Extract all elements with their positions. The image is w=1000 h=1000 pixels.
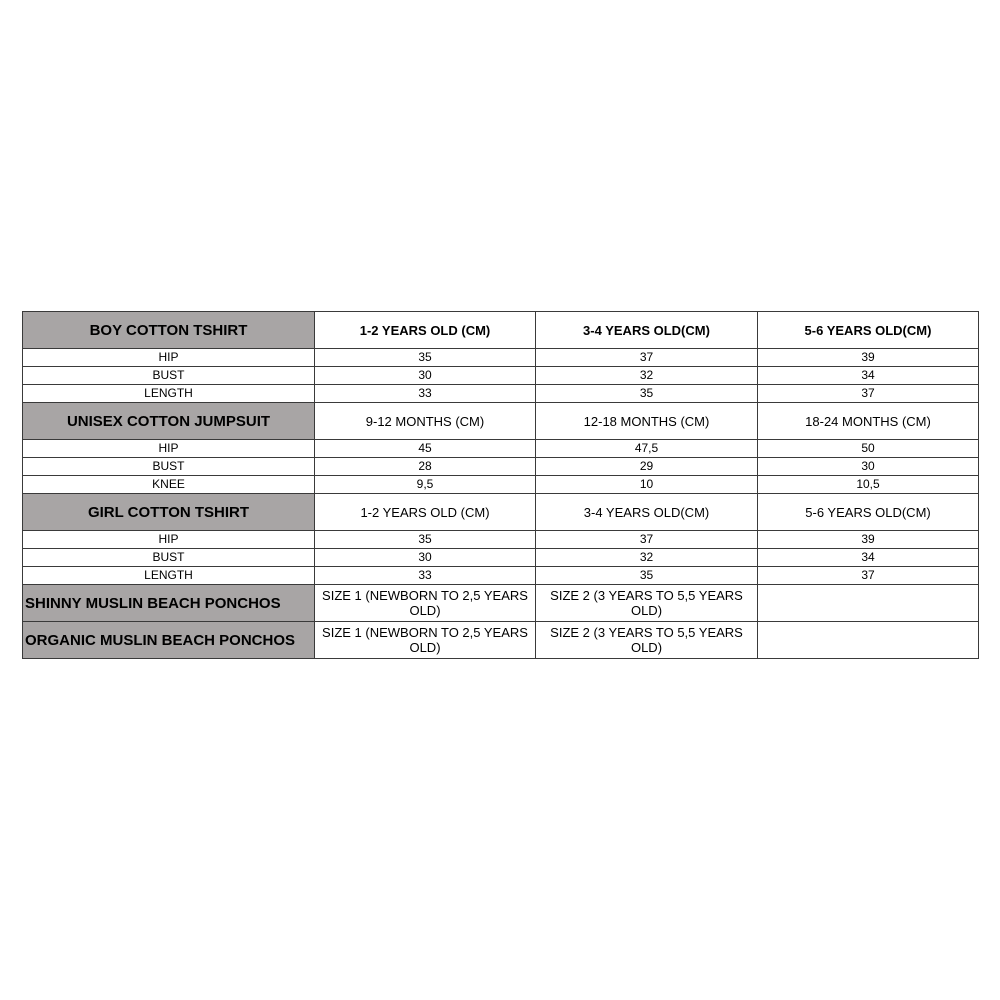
measurement-label: HIP bbox=[23, 531, 315, 549]
measurement-value: 37 bbox=[536, 349, 758, 367]
measurement-value: 9,5 bbox=[315, 476, 536, 494]
measurement-label: BUST bbox=[23, 367, 315, 385]
column-header: 18-24 MONTHS (CM) bbox=[758, 403, 979, 440]
measurement-value: 30 bbox=[315, 367, 536, 385]
measurement-value: 30 bbox=[758, 458, 979, 476]
measurement-value: 35 bbox=[315, 531, 536, 549]
poncho-size: SIZE 1 (NEWBORN TO 2,5 YEARS OLD) bbox=[315, 585, 536, 622]
measurement-label: HIP bbox=[23, 349, 315, 367]
measurement-label: LENGTH bbox=[23, 567, 315, 585]
poncho-row bbox=[23, 622, 979, 659]
measurement-value: 37 bbox=[758, 567, 979, 585]
column-header: 9-12 MONTHS (CM) bbox=[315, 403, 536, 440]
measurement-value: 10 bbox=[536, 476, 758, 494]
measurement-label: BUST bbox=[23, 458, 315, 476]
measurement-value: 32 bbox=[536, 549, 758, 567]
column-header: 3-4 YEARS OLD(CM) bbox=[536, 312, 758, 349]
measurement-value: 35 bbox=[536, 567, 758, 585]
measurement-value: 35 bbox=[536, 385, 758, 403]
section-title: UNISEX COTTON JUMPSUIT bbox=[23, 403, 315, 440]
column-header: 5-6 YEARS OLD(CM) bbox=[758, 494, 979, 531]
measurement-value: 47,5 bbox=[536, 440, 758, 458]
table-row bbox=[23, 367, 979, 385]
column-header: 5-6 YEARS OLD(CM) bbox=[758, 312, 979, 349]
poncho-size: SIZE 1 (NEWBORN TO 2,5 YEARS OLD) bbox=[315, 622, 536, 659]
measurement-value: 29 bbox=[536, 458, 758, 476]
table-row bbox=[23, 349, 979, 367]
column-header: 1-2 YEARS OLD (CM) bbox=[315, 494, 536, 531]
measurement-label: KNEE bbox=[23, 476, 315, 494]
measurement-value: 45 bbox=[315, 440, 536, 458]
measurement-value: 10,5 bbox=[758, 476, 979, 494]
measurement-label: BUST bbox=[23, 549, 315, 567]
measurement-label: HIP bbox=[23, 440, 315, 458]
column-header: 3-4 YEARS OLD(CM) bbox=[536, 494, 758, 531]
poncho-size-empty bbox=[758, 585, 979, 622]
measurement-value: 30 bbox=[315, 549, 536, 567]
table-row bbox=[23, 440, 979, 458]
measurement-value: 50 bbox=[758, 440, 979, 458]
poncho-size-empty bbox=[758, 622, 979, 659]
measurement-value: 32 bbox=[536, 367, 758, 385]
column-header: 1-2 YEARS OLD (CM) bbox=[315, 312, 536, 349]
size-chart-table bbox=[22, 311, 979, 659]
table-row bbox=[23, 476, 979, 494]
section-title: GIRL COTTON TSHIRT bbox=[23, 494, 315, 531]
table-row bbox=[23, 385, 979, 403]
section-title: BOY COTTON TSHIRT bbox=[23, 312, 315, 349]
table-row bbox=[23, 531, 979, 549]
measurement-value: 37 bbox=[536, 531, 758, 549]
table-row bbox=[23, 567, 979, 585]
measurement-value: 34 bbox=[758, 367, 979, 385]
measurement-value: 33 bbox=[315, 567, 536, 585]
poncho-title: SHINNY MUSLIN BEACH PONCHOS bbox=[23, 585, 315, 622]
section-header-row bbox=[23, 494, 979, 531]
poncho-size: SIZE 2 (3 YEARS TO 5,5 YEARS OLD) bbox=[536, 622, 758, 659]
table-row bbox=[23, 458, 979, 476]
measurement-value: 39 bbox=[758, 531, 979, 549]
measurement-label: LENGTH bbox=[23, 385, 315, 403]
poncho-row bbox=[23, 585, 979, 622]
poncho-title: ORGANIC MUSLIN BEACH PONCHOS bbox=[23, 622, 315, 659]
measurement-value: 37 bbox=[758, 385, 979, 403]
measurement-value: 39 bbox=[758, 349, 979, 367]
poncho-size: SIZE 2 (3 YEARS TO 5,5 YEARS OLD) bbox=[536, 585, 758, 622]
section-header-row bbox=[23, 312, 979, 349]
table-row bbox=[23, 549, 979, 567]
measurement-value: 35 bbox=[315, 349, 536, 367]
section-header-row bbox=[23, 403, 979, 440]
measurement-value: 34 bbox=[758, 549, 979, 567]
measurement-value: 28 bbox=[315, 458, 536, 476]
measurement-value: 33 bbox=[315, 385, 536, 403]
column-header: 12-18 MONTHS (CM) bbox=[536, 403, 758, 440]
